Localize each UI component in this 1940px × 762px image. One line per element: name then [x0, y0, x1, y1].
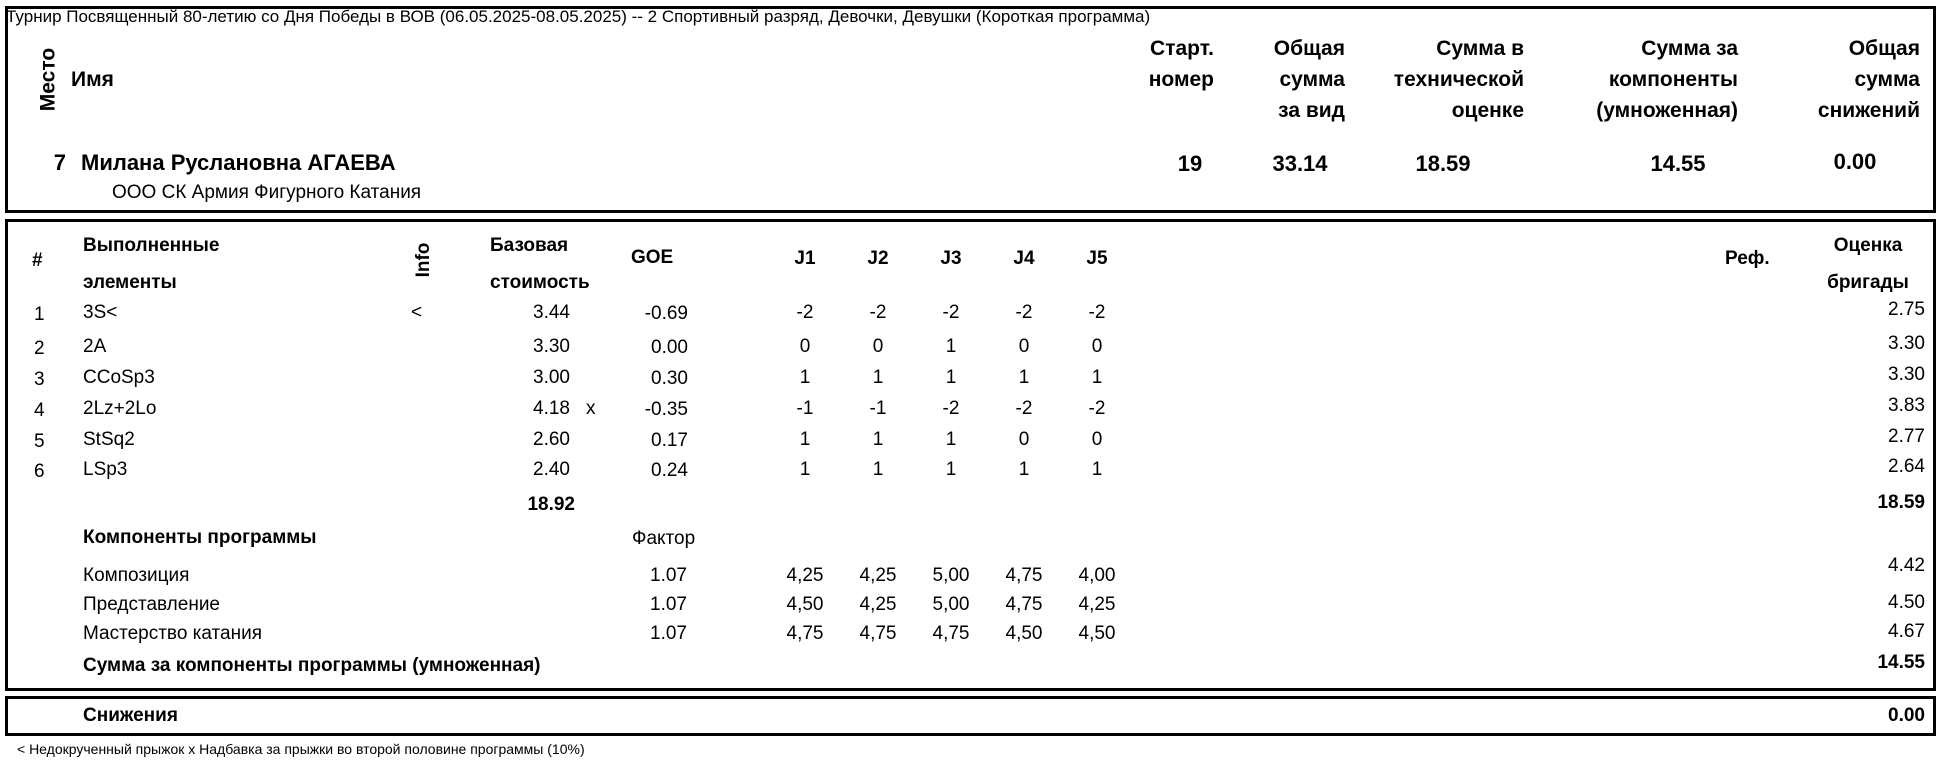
judge-header-2: J2 [867, 248, 889, 269]
factor-label: Фактор [632, 528, 696, 549]
deductions-label: Снижения [83, 705, 178, 726]
judge-5-goe: 0 [1091, 336, 1103, 357]
judge-5-goe: 1 [1091, 459, 1103, 480]
panel-score: 2.75 [1888, 299, 1925, 320]
element-code: StSq2 [83, 429, 135, 450]
judge-4-goe: 0 [1018, 429, 1030, 450]
element-code: LSp3 [83, 459, 128, 480]
skater-club: ООО СК Армия Фигурного Катания [112, 182, 422, 203]
component-score: 4.50 [1888, 592, 1925, 613]
page-title: Турнир Посвященный 80-летию со Дня Победы в ВОВ (06.05.2025-08.05.2025) -- 2 Спортивный разряд, Девочки, Девушки (Короткая программа) [6, 7, 1151, 26]
row-number: 5 [34, 431, 45, 452]
judge-5-goe: 0 [1091, 429, 1103, 450]
component-factor: 1.07 [650, 565, 687, 586]
goe-header: GOE [631, 247, 674, 268]
skater-name: Милана Руслановна АГАЕВА [81, 150, 396, 175]
element-info: < [411, 302, 423, 323]
judge-header-3: J3 [940, 248, 962, 269]
judge-1-goe: -1 [796, 398, 814, 419]
judge-5-goe: -2 [1088, 398, 1106, 419]
base-value: 2.60 [533, 429, 570, 450]
element-code: 2Lz+2Lo [83, 398, 157, 419]
deductions-value: 0.00 [1888, 705, 1925, 726]
skater-place: 7 [53, 150, 66, 175]
row-number: 2 [34, 338, 45, 359]
deductions-box [5, 696, 1936, 736]
component-judge-5: 4,00 [1078, 565, 1116, 586]
component-name: Мастерство катания [83, 623, 262, 644]
base-total: 18.92 [527, 494, 575, 515]
num-header: # [32, 250, 43, 271]
component-name: Представление [83, 594, 220, 615]
goe-value: 0.17 [651, 430, 688, 451]
element-code: 3S< [83, 302, 118, 323]
goe-value: 0.00 [651, 337, 688, 358]
base-value: 3.30 [533, 336, 570, 357]
judge-2-goe: -2 [869, 302, 887, 323]
bonus-mark: x [586, 398, 596, 419]
base-value: 2.40 [533, 459, 570, 480]
component-judge-4: 4,50 [1005, 623, 1043, 644]
score-total: 18.59 [1877, 492, 1925, 513]
panel-score: 3.30 [1888, 333, 1925, 354]
judge-1-goe: -2 [796, 302, 814, 323]
judge-3-goe: -2 [942, 302, 960, 323]
elements-box [5, 219, 1936, 691]
component-factor: 1.07 [650, 623, 687, 644]
goe-value: -0.69 [644, 303, 688, 324]
component-score: 4.42 [1888, 555, 1925, 576]
row-number: 1 [34, 304, 45, 325]
component-judge-1: 4,50 [786, 594, 824, 615]
judge-1-goe: 1 [799, 367, 811, 388]
judge-5-goe: 1 [1091, 367, 1103, 388]
judge-3-goe: 1 [945, 429, 957, 450]
pcs-header: Сумма за компоненты (умноженная) [1596, 37, 1738, 122]
component-judge-3: 5,00 [932, 594, 970, 615]
judge-2-goe: 1 [872, 459, 884, 480]
component-judge-2: 4,25 [859, 565, 897, 586]
judge-2-goe: 0 [872, 336, 884, 357]
judge-header-4: J4 [1013, 248, 1035, 269]
skater-deductions: 0.00 [1833, 149, 1877, 174]
judge-4-goe: 1 [1018, 459, 1030, 480]
components-total: 14.55 [1877, 652, 1925, 673]
component-judge-2: 4,25 [859, 594, 897, 615]
element-code: 2A [83, 336, 107, 357]
component-score: 4.67 [1888, 621, 1925, 642]
goe-value: -0.35 [644, 399, 688, 420]
goe-value: 0.24 [651, 460, 688, 481]
component-factor: 1.07 [650, 594, 687, 615]
row-number: 4 [34, 400, 45, 421]
component-judge-3: 5,00 [932, 565, 970, 586]
place-header: Место [36, 47, 60, 112]
component-judge-5: 4,50 [1078, 623, 1116, 644]
score-header: Оценка бригады [1827, 235, 1909, 293]
base-header: Базовая стоимость [490, 235, 590, 293]
base-value: 3.44 [533, 302, 570, 323]
skater-start-no: 19 [1177, 151, 1203, 176]
judge-3-goe: 1 [945, 459, 957, 480]
component-name: Композиция [83, 565, 190, 586]
judge-header-5: J5 [1086, 248, 1108, 269]
components-total-label: Сумма за компоненты программы (умноженная) [83, 655, 541, 676]
judge-3-goe: 1 [945, 367, 957, 388]
component-judge-1: 4,25 [786, 565, 824, 586]
components-title: Компоненты программы [83, 527, 317, 548]
tes-header: Сумма в технической оценке [1393, 37, 1524, 122]
judge-3-goe: 1 [945, 336, 957, 357]
total-header: Общая сумма за вид [1273, 37, 1345, 122]
skater-total: 33.14 [1272, 151, 1328, 176]
panel-score: 3.83 [1888, 395, 1925, 416]
judge-4-goe: -2 [1015, 398, 1033, 419]
ref-header: Реф. [1725, 248, 1770, 269]
name-header: Имя [71, 68, 114, 91]
component-judge-3: 4,75 [932, 623, 970, 644]
element-code: CCoSp3 [83, 367, 155, 388]
skater-pcs: 14.55 [1650, 151, 1706, 176]
judge-2-goe: -1 [869, 398, 887, 419]
judge-1-goe: 1 [799, 459, 811, 480]
component-judge-1: 4,75 [786, 623, 824, 644]
component-judge-2: 4,75 [859, 623, 897, 644]
element-header: Выполненные элементы [83, 235, 220, 293]
info-header: Info [413, 242, 434, 278]
judge-2-goe: 1 [872, 429, 884, 450]
goe-value: 0.30 [651, 368, 688, 389]
judge-4-goe: 1 [1018, 367, 1030, 388]
judge-5-goe: -2 [1088, 302, 1106, 323]
judge-3-goe: -2 [942, 398, 960, 419]
base-value: 4.18 [533, 398, 570, 419]
panel-score: 2.77 [1888, 426, 1925, 447]
deductions-header: Общая сумма снижений [1817, 37, 1920, 122]
judge-4-goe: 0 [1018, 336, 1030, 357]
panel-score: 2.64 [1888, 456, 1925, 477]
row-number: 3 [34, 369, 45, 390]
judge-2-goe: 1 [872, 367, 884, 388]
judge-4-goe: -2 [1015, 302, 1033, 323]
row-number: 6 [34, 461, 45, 482]
component-judge-4: 4,75 [1005, 594, 1043, 615]
component-judge-5: 4,25 [1078, 594, 1116, 615]
judge-1-goe: 1 [799, 429, 811, 450]
start-no-header: Старт. номер [1148, 37, 1214, 91]
skater-tes: 18.59 [1415, 151, 1471, 176]
base-value: 3.00 [533, 367, 570, 388]
footnote: < Недокрученный прыжок x Надбавка за прыжки во второй половине программы (10%) [17, 741, 585, 757]
judge-header-1: J1 [794, 248, 816, 269]
panel-score: 3.30 [1888, 364, 1925, 385]
judge-1-goe: 0 [799, 336, 811, 357]
component-judge-4: 4,75 [1005, 565, 1043, 586]
